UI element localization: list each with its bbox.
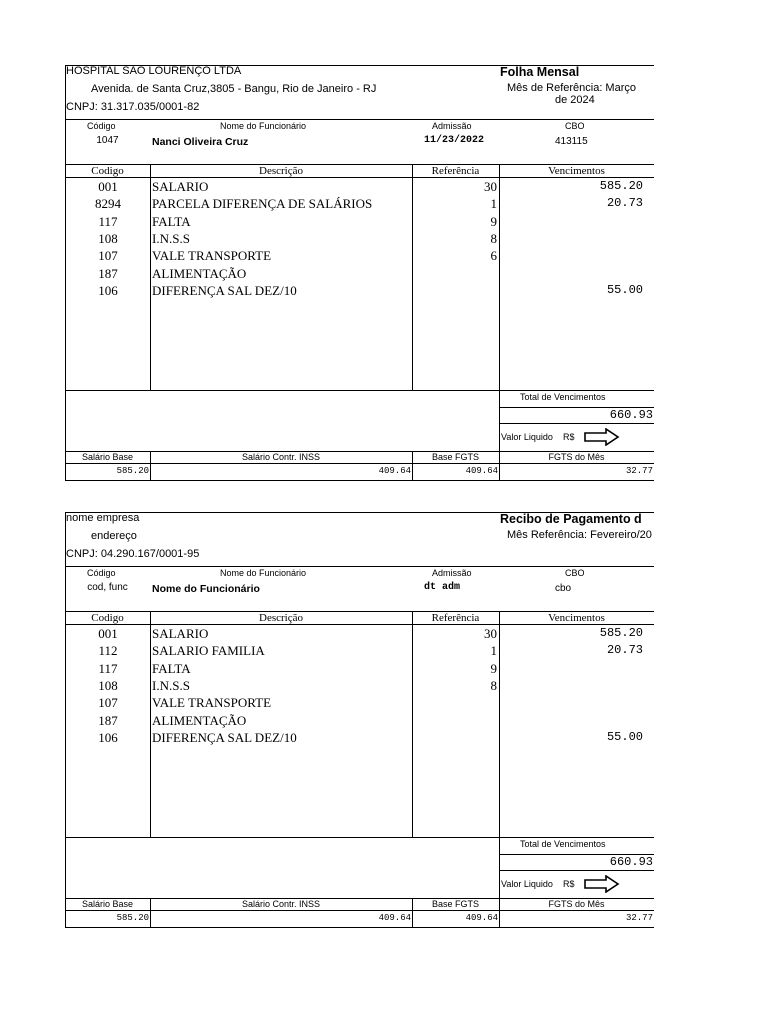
item-code: 001 — [98, 179, 118, 194]
item-value: 20.73 — [606, 643, 643, 658]
item-description: DIFERENÇA SAL DEZ/10 — [152, 729, 297, 745]
item-code: 112 — [98, 643, 118, 659]
employee-admission: dt adm — [424, 582, 461, 593]
item-value: 585.20 — [599, 179, 643, 193]
company-address: Avenida. de Santa Cruz,3805 - Bangu, Rio de Janeiro - RJ — [91, 83, 377, 95]
label-salario-base: Salário Base — [81, 899, 134, 909]
item-reference: 30 — [484, 626, 497, 641]
currency-label: R$ — [563, 432, 575, 442]
label-admissao: Admissão — [432, 568, 472, 578]
value-fgts-mes: 32.77 — [625, 466, 653, 476]
total-value: 660.93 — [609, 408, 653, 422]
item-code: 108 — [98, 230, 118, 246]
th-descricao: Descrição — [259, 612, 303, 624]
item-code: 106 — [98, 282, 118, 298]
employee-code: 1047 — [96, 135, 119, 146]
item-description: VALE TRANSPORTE — [152, 248, 272, 264]
company-name: nome empresa — [66, 512, 140, 524]
label-cbo: CBO — [565, 568, 585, 578]
value-base-fgts: 409.64 — [465, 466, 498, 476]
item-description: FALTA — [152, 213, 191, 229]
item-reference: 9 — [490, 213, 497, 229]
label-base-fgts: Base FGTS — [431, 452, 479, 462]
employee-name: Nanci Oliveira Cruz — [152, 136, 249, 148]
payslip-sheet — [65, 65, 654, 482]
label-fgts-mes: FGTS do Mês — [548, 452, 605, 462]
item-description: FALTA — [152, 660, 191, 676]
th-codigo: Codigo — [91, 612, 124, 624]
company-address: endereço — [91, 530, 137, 542]
item-value: 55.00 — [606, 729, 643, 744]
item-code: 187 — [98, 712, 118, 728]
item-code: 108 — [98, 677, 118, 693]
th-vencimentos: Vencimentos — [548, 612, 605, 624]
reference-month-cont: de 2024 — [555, 94, 595, 106]
item-code: 001 — [98, 626, 118, 641]
item-reference: 1 — [490, 643, 497, 659]
item-description: ALIMENTAÇÃO — [152, 712, 247, 728]
item-value: 585.20 — [599, 626, 643, 640]
document-title: Recibo de Pagamento d — [500, 512, 642, 526]
item-reference: 8 — [490, 677, 497, 693]
employee-cbo: 413115 — [555, 136, 588, 147]
item-code: 8294 — [95, 196, 121, 212]
item-reference: 6 — [490, 248, 497, 264]
item-code: 117 — [98, 213, 118, 229]
label-codigo: Código — [87, 121, 116, 131]
reference-month: Mês Referência: Fevereiro/20 — [507, 529, 652, 541]
value-contr-inss: 409.64 — [378, 913, 411, 923]
label-base-fgts: Base FGTS — [431, 899, 479, 909]
item-description: VALE TRANSPORTE — [152, 695, 272, 711]
value-salario-base: 585.20 — [116, 466, 149, 476]
company-name: HOSPITAL SÃO LOURENÇO LTDA — [66, 65, 242, 77]
liquido-label: Valor Liquido — [501, 879, 553, 889]
item-description: ALIMENTAÇÃO — [152, 265, 247, 281]
employee-admission: 11/23/2022 — [424, 135, 485, 146]
reference-month: Mês de Referência: Março — [507, 82, 636, 94]
value-contr-inss: 409.64 — [378, 466, 411, 476]
liquido-label: Valor Liquido — [501, 432, 553, 442]
value-salario-base: 585.20 — [116, 913, 149, 923]
item-description: PARCELA DIFERENÇA DE SALÁRIOS — [152, 196, 373, 212]
th-descricao: Descrição — [259, 165, 303, 177]
document-title: Folha Mensal — [500, 65, 580, 79]
th-referencia: Referência — [431, 165, 480, 177]
label-nome: Nome do Funcionário — [220, 121, 307, 131]
currency-label: R$ — [563, 879, 575, 889]
item-description: SALARIO FAMILIA — [152, 643, 265, 659]
item-code: 107 — [98, 248, 118, 264]
item-code: 187 — [98, 265, 118, 281]
label-nome: Nome do Funcionário — [220, 568, 307, 578]
item-code: 107 — [98, 695, 118, 711]
label-cbo: CBO — [565, 121, 585, 131]
label-fgts-mes: FGTS do Mês — [548, 899, 605, 909]
item-description: SALARIO — [152, 179, 209, 194]
item-code: 117 — [98, 660, 118, 676]
total-label: Total de Vencimentos — [520, 839, 606, 849]
item-description: I.N.S.S — [152, 677, 190, 693]
item-value: 55.00 — [606, 282, 643, 297]
item-value: 20.73 — [606, 196, 643, 211]
item-reference: 9 — [490, 660, 497, 676]
th-referencia: Referência — [431, 612, 480, 624]
item-description: I.N.S.S — [152, 230, 190, 246]
label-admissao: Admissão — [432, 121, 472, 131]
item-description: SALARIO — [152, 626, 209, 641]
item-description: DIFERENÇA SAL DEZ/10 — [152, 282, 297, 298]
label-contr-inss: Salário Contr. INSS — [241, 899, 321, 909]
label-contr-inss: Salário Contr. INSS — [241, 452, 321, 462]
total-value: 660.93 — [609, 855, 653, 869]
arrow-right-icon — [584, 428, 620, 446]
th-codigo: Codigo — [91, 165, 124, 177]
company-cnpj: CNPJ: 04.290.167/0001-95 — [66, 548, 200, 560]
item-reference: 1 — [490, 196, 497, 212]
th-vencimentos: Vencimentos — [548, 165, 605, 177]
total-label: Total de Vencimentos — [520, 392, 606, 402]
value-fgts-mes: 32.77 — [625, 913, 653, 923]
label-salario-base: Salário Base — [81, 452, 134, 462]
payslip-sheet — [65, 512, 654, 929]
arrow-right-icon — [584, 875, 620, 893]
employee-code: cod, func — [87, 582, 128, 593]
item-reference: 8 — [490, 230, 497, 246]
item-code: 106 — [98, 729, 118, 745]
item-reference: 30 — [484, 179, 497, 194]
employee-name: Nome do Funcionário — [152, 583, 260, 595]
label-codigo: Código — [87, 568, 116, 578]
value-base-fgts: 409.64 — [465, 913, 498, 923]
employee-cbo: cbo — [555, 583, 572, 594]
company-cnpj: CNPJ: 31.317.035/0001-82 — [66, 101, 200, 113]
